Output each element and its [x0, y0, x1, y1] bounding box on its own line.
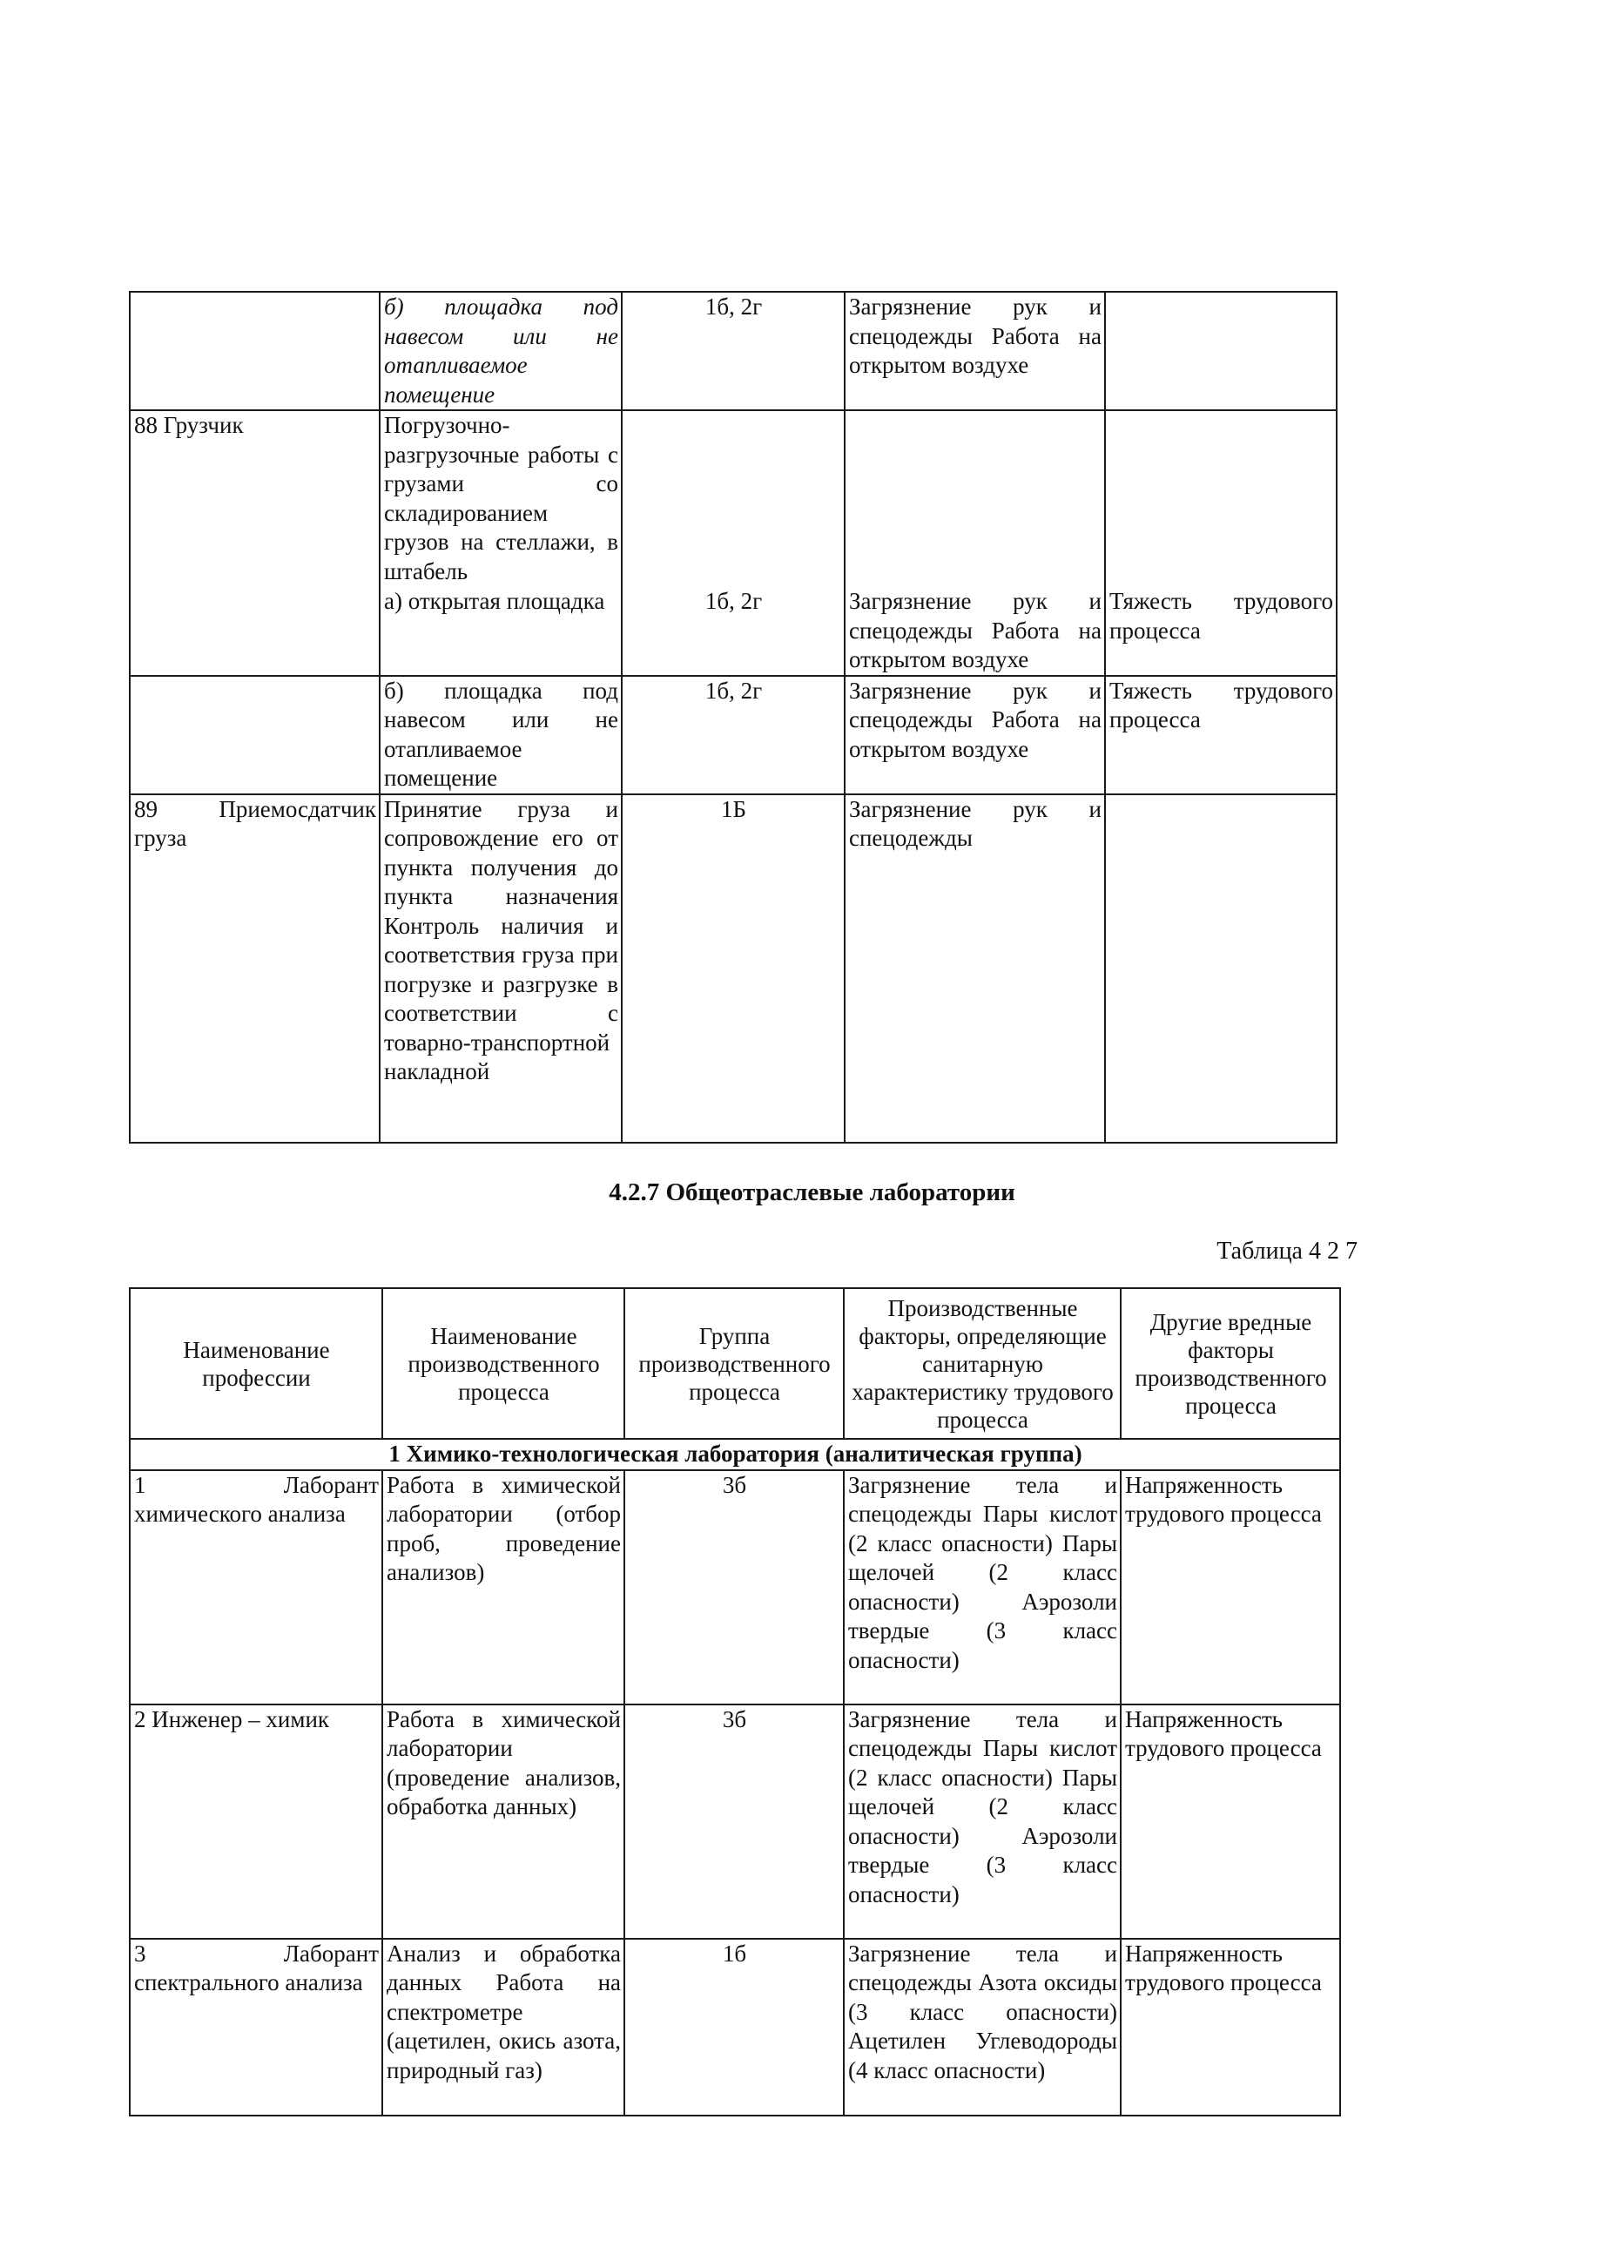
profession-cell: 88 Грузчик [130, 410, 380, 676]
factors-cell: Загрязнение тела и спецодежды Пары кислот (2 класс опасности) Пары щелочей (2 класс опасности) Аэрозоли твердые (3 класс опасности) [844, 1470, 1121, 1704]
profession-cell: 2 Инженер – химик [130, 1704, 382, 1939]
other-factors-cell: Напряженность трудового процесса [1121, 1470, 1340, 1704]
profession-cell: 3 Лаборант спектрального анализа [130, 1939, 382, 2116]
group-cell: 1б [624, 1939, 844, 2116]
group-label: 1 Химико-технологическая лаборатория (аналитическая группа) [130, 1439, 1340, 1470]
table-row [130, 1704, 1340, 1939]
table-row [130, 794, 1337, 1143]
table-row [130, 1939, 1340, 2116]
group-cell: 1б, 2г [622, 676, 845, 794]
process-cell: Работа в химической лаборатории (отбор проб, проведение анализов) [382, 1470, 624, 1704]
other-factors-cell: Напряженность трудового процесса [1121, 1704, 1340, 1939]
process-cell: Погрузочно-разгрузочные работы с грузами со складированием грузов на стеллажи, в штабель [380, 410, 622, 587]
other-factors-cell [1105, 794, 1337, 1143]
factors-cell: Загрязнение тела и спецодежды Пары кислот (2 класс опасности) Пары щелочей (2 класс опасности) Аэрозоли твердые (3 класс опасности) [844, 1704, 1121, 1939]
table-header-row [130, 1288, 1340, 1439]
header-profession: Наименование профессии [130, 1288, 382, 1439]
header-other-factors: Другие вредные факторы производственного процесса [1121, 1288, 1340, 1439]
group-cell: 3б [624, 1704, 844, 1939]
table-row [130, 410, 1337, 587]
group-cell: 3б [624, 1470, 844, 1704]
factors-cell: Загрязнение рук и спецодежды Работа на открытом воздухе [845, 292, 1105, 410]
laboratories-table [129, 1287, 1341, 2116]
table-row [130, 676, 1337, 794]
continuation-table [129, 291, 1338, 1144]
header-group: Группа производственного процесса [624, 1288, 844, 1439]
factors-cell: Загрязнение рук и спецодежды Работа на открытом воздухе [845, 587, 1105, 676]
factors-cell: Загрязнение рук и спецодежды Работа на открытом воздухе [845, 676, 1105, 794]
profession-cell [130, 292, 380, 410]
group-cell: 1б, 2г [622, 587, 845, 676]
table-row [130, 292, 1337, 410]
factors-cell: Загрязнение рук и спецодежды [845, 794, 1105, 1143]
process-cell: а) открытая площадка [380, 587, 622, 676]
group-cell: 1Б [622, 794, 845, 1143]
group-cell: 1б, 2г [622, 292, 845, 410]
header-factors: Производственные факторы, определяющие санитарную характеристику трудового процесса [844, 1288, 1121, 1439]
table-caption: Таблица 4 2 7 [1216, 1238, 1358, 1265]
group-cell [622, 410, 845, 587]
factors-cell [845, 410, 1105, 587]
process-cell: Работа в химической лаборатории (проведение анализов, обработка данных) [382, 1704, 624, 1939]
process-cell: Принятие груза и сопровождение его от пункта получения до пункта назначения Контроль наличия и соответствия груза при погрузке и разгрузке в соответствии с товарно-транспортной накладной [380, 794, 622, 1143]
other-factors-cell: Тяжесть трудового процесса [1105, 587, 1337, 676]
header-process: Наименование производственного процесса [382, 1288, 624, 1439]
group-row [130, 1439, 1340, 1470]
process-cell: б) площадка под навесом или не отапливаемое помещение [380, 676, 622, 794]
factors-cell: Загрязнение тела и спецодежды Азота оксиды (3 класс опасности) Ацетилен Углеводороды (4 класс опасности) [844, 1939, 1121, 2116]
table-row [130, 1470, 1340, 1704]
other-factors-cell: Тяжесть трудового процесса [1105, 676, 1337, 794]
profession-cell: 1 Лаборант химического анализа [130, 1470, 382, 1704]
profession-cell [130, 676, 380, 794]
profession-cell: 89 Приемосдатчик груза [130, 794, 380, 1143]
other-factors-cell: Напряженность трудового процесса [1121, 1939, 1340, 2116]
section-title: 4.2.7 Общеотраслевые лаборатории [609, 1178, 1015, 1206]
other-factors-cell [1105, 292, 1337, 410]
process-cell: б) площадка под навесом или не отапливаемое помещение [380, 292, 622, 410]
other-factors-cell [1105, 410, 1337, 587]
process-cell: Анализ и обработка данных Работа на спектрометре (ацетилен, окись азота, природный газ) [382, 1939, 624, 2116]
